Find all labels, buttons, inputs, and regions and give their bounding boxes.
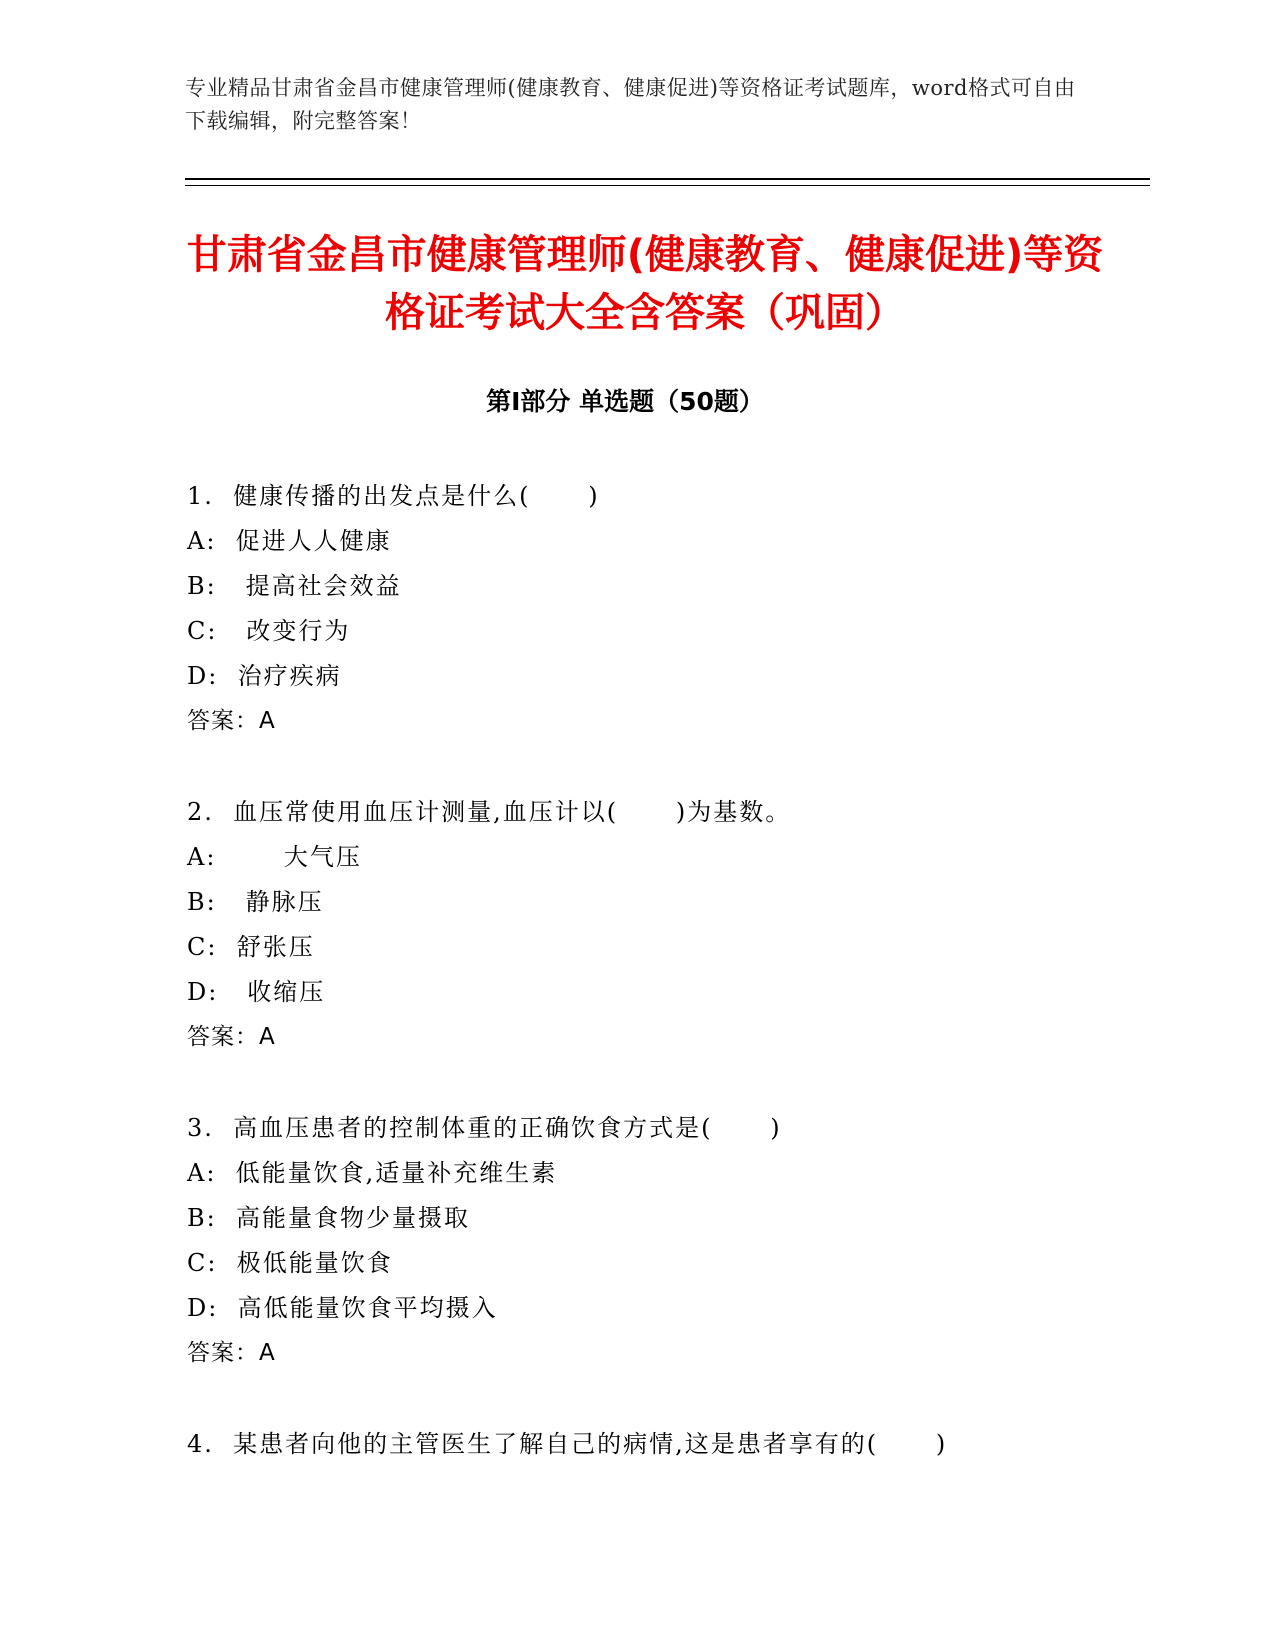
- answer-line: 答案：A: [187, 708, 276, 734]
- option-b: B: 高能量食物少量摄取: [187, 1204, 470, 1232]
- option-c: C: 改变行为: [187, 617, 351, 645]
- option-c: C: 极低能量饮食: [187, 1249, 393, 1277]
- question-stem: 3. 高血压患者的控制体重的正确饮食方式是( ): [187, 1114, 782, 1142]
- header-rule-thin: [185, 185, 1150, 186]
- header-rule-thick: [185, 178, 1150, 180]
- question-stem: 2. 血压常使用血压计测量,血压计以( )为基数。: [187, 798, 792, 826]
- option-a: A: 大气压: [187, 843, 362, 871]
- section-heading: 第Ⅰ部分 单选题（50题）: [486, 387, 764, 416]
- question-1: [187, 474, 1147, 744]
- question-stem: 4. 某患者向他的主管医生了解自己的病情,这是患者享有的( ): [187, 1430, 948, 1458]
- question-3: [187, 1106, 1147, 1376]
- option-d: D: 收缩压: [187, 978, 326, 1006]
- question-2: [187, 790, 1147, 1060]
- option-d: D: 治疗疾病: [187, 662, 342, 690]
- document-title: 甘肃省金昌市健康管理师(健康教育、健康促进)等资格证考试大全含答案（巩固）: [186, 232, 1104, 336]
- option-b: B: 静脉压: [187, 888, 324, 916]
- option-c: C: 舒张压: [187, 933, 315, 961]
- answer-line: 答案：A: [187, 1024, 276, 1050]
- option-a: A: 促进人人健康: [187, 527, 392, 555]
- question-stem: 1. 健康传播的出发点是什么( ): [187, 482, 600, 510]
- option-a: A: 低能量饮食,适量补充维生素: [187, 1159, 558, 1187]
- option-d: D: 高低能量饮食平均摄入: [187, 1294, 498, 1322]
- header-note: 专业精品甘肃省金昌市健康管理师(健康教育、健康促进)等资格证考试题库，word格式可自由下载编辑，附完整答案！: [185, 76, 1076, 133]
- option-b: B: 提高社会效益: [187, 572, 402, 600]
- question-list: [187, 474, 1147, 1513]
- answer-line: 答案：A: [187, 1340, 276, 1366]
- question-4: [187, 1422, 1147, 1467]
